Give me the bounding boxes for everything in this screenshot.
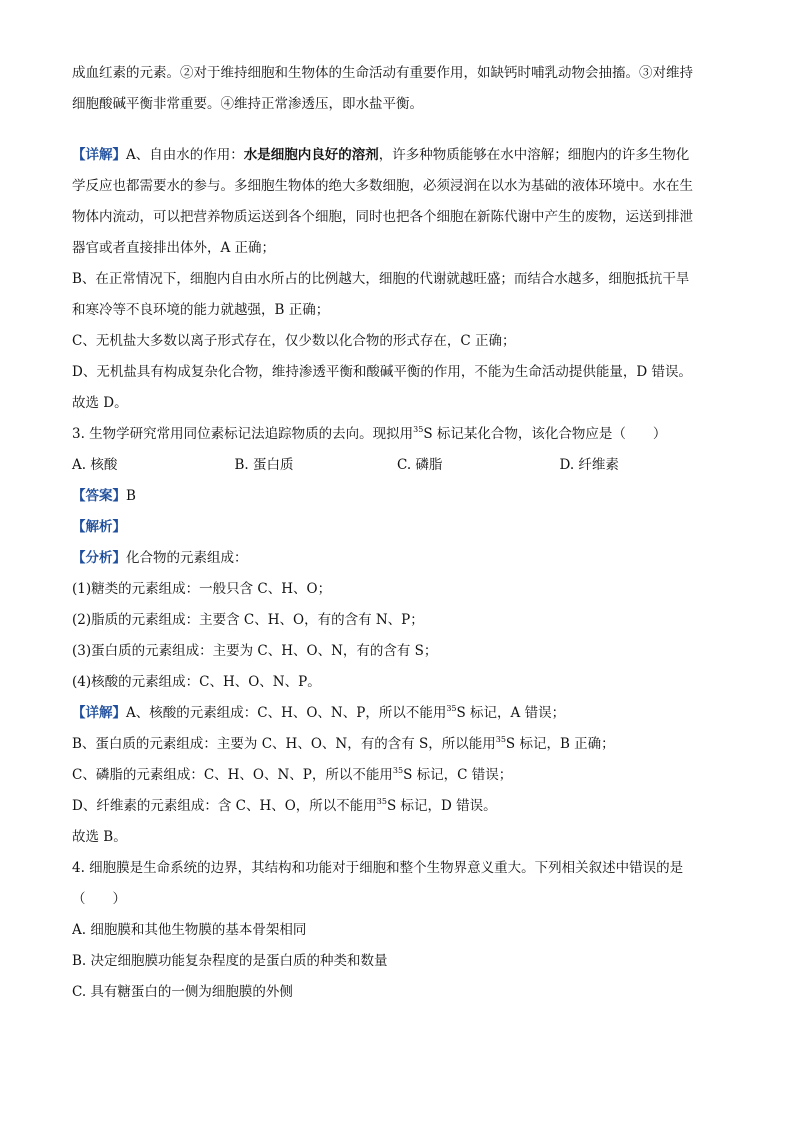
q4-stem-line-1: 4. 细胞膜是生命系统的边界，其结构和功能对于细胞和整个生物界意义重大。下列相关叙述中错误的是: [72, 860, 684, 876]
detail-tag: 【详解】: [72, 147, 126, 163]
q3-fenxi-item: (1)糖类的元素组成：一般只含 C、H、O；: [72, 581, 332, 597]
q2-detail-line: 物体内流动，可以把营养物质运送到各个细胞，同时也把各个细胞在新陈代谢中产生的废物，运送到排泄: [72, 209, 693, 225]
q3-option-a: A. 核酸: [72, 457, 118, 473]
q4-option-a: A. 细胞膜和其他生物膜的基本骨架相同: [72, 922, 307, 938]
q2-conclusion: 故选 D。: [72, 395, 128, 411]
q2-detail-first-line: [72, 140, 722, 171]
q3-detail-line: C、磷脂的元素组成：C、H、O、N、P，所以不能用$^{35}$S 标记，C 错误；: [72, 765, 513, 783]
q3-stem: 3. 生物学研究常用同位素标记法追踪物质的去向。现拟用$^{35}$S 标记某化合物，该化合物应是（ ）: [72, 424, 667, 442]
q2-detail-line: 和寒冷等不良环境的能力就越强，B 正确；: [72, 302, 330, 318]
q3-fenxi-item: (2)脂质的元素组成：主要含 C、H、O，有的含有 N、P；: [72, 612, 424, 628]
q2-detail-line: 学反应也都需要水的参与。多细胞生物体的绝大多数细胞，必须浸润在以水为基础的液体环境中。水在生: [72, 178, 693, 194]
intro-line-1: 成血红素的元素。②对于维持细胞和生物体的生命活动有重要作用，如缺钙时哺乳动物会抽搐。③对维持: [72, 65, 693, 81]
q3-option-d: D. 纤维素: [559, 457, 619, 473]
q3-fenxi-item: (3)蛋白质的元素组成：主要为 C、H、O、N，有的含有 S；: [72, 643, 438, 659]
q2-detail-line: D、无机盐具有构成复杂化合物，维持渗透平衡和酸碱平衡的作用，不能为生命活动提供能量，D 错误。: [72, 364, 692, 380]
q3-detail-line: 【详解】A、核酸的元素组成：C、H、O、N、P，所以不能用$^{35}$S 标记，A 错误；: [72, 703, 566, 721]
q2-detail-line: B、在正常情况下，细胞内自由水所占的比例越大，细胞的代谢就越旺盛；而结合水越多，细胞抵抗干旱: [72, 271, 690, 287]
q4-option-c: C. 具有糖蛋白的一侧为细胞膜的外侧: [72, 984, 293, 1000]
q2-detail-line: 器官或者直接排出体外，A 正确；: [72, 240, 276, 256]
q2-detail-line: C、无机盐大多数以离子形式存在，仅少数以化合物的形式存在，C 正确；: [72, 333, 516, 349]
q3-analysis-tag: 【解析】: [72, 519, 126, 535]
bold-phrase: 水是细胞内良好的溶剂: [243, 147, 379, 163]
detail-rest: ，许多种物质能够在水中溶解；细胞内的许多生物化: [378, 147, 690, 163]
q3-option-b: B. 蛋白质: [234, 457, 294, 473]
q3-detail-line: D、纤维素的元素组成：含 C、H、O，所以不能用$^{35}$S 标记，D 错误。: [72, 796, 497, 814]
intro-line-2: 细胞酸碱平衡非常重要。④维持正常渗透压，即水盐平衡。: [72, 96, 423, 112]
q3-options: [72, 450, 722, 481]
q4-stem-line-2: （ ）: [72, 891, 126, 907]
q3-conclusion: 故选 B。: [72, 829, 127, 845]
q4-option-b: B. 决定细胞膜功能复杂程度的是蛋白质的种类和数量: [72, 953, 388, 969]
detail-lead: A、自由水的作用：: [126, 147, 244, 163]
q3-fenxi-item: (4)核酸的元素组成：C、H、O、N、P。: [72, 674, 321, 690]
q3-answer: 【答案】B: [72, 488, 136, 504]
q3-fenxi: 【分析】化合物的元素组成：: [72, 550, 248, 566]
q3-detail-line: B、蛋白质的元素组成：主要为 C、H、O、N，有的含有 S，所以能用$^{35}$S 标记，B 正确；: [72, 734, 615, 752]
q3-option-c: C. 磷脂: [397, 457, 443, 473]
